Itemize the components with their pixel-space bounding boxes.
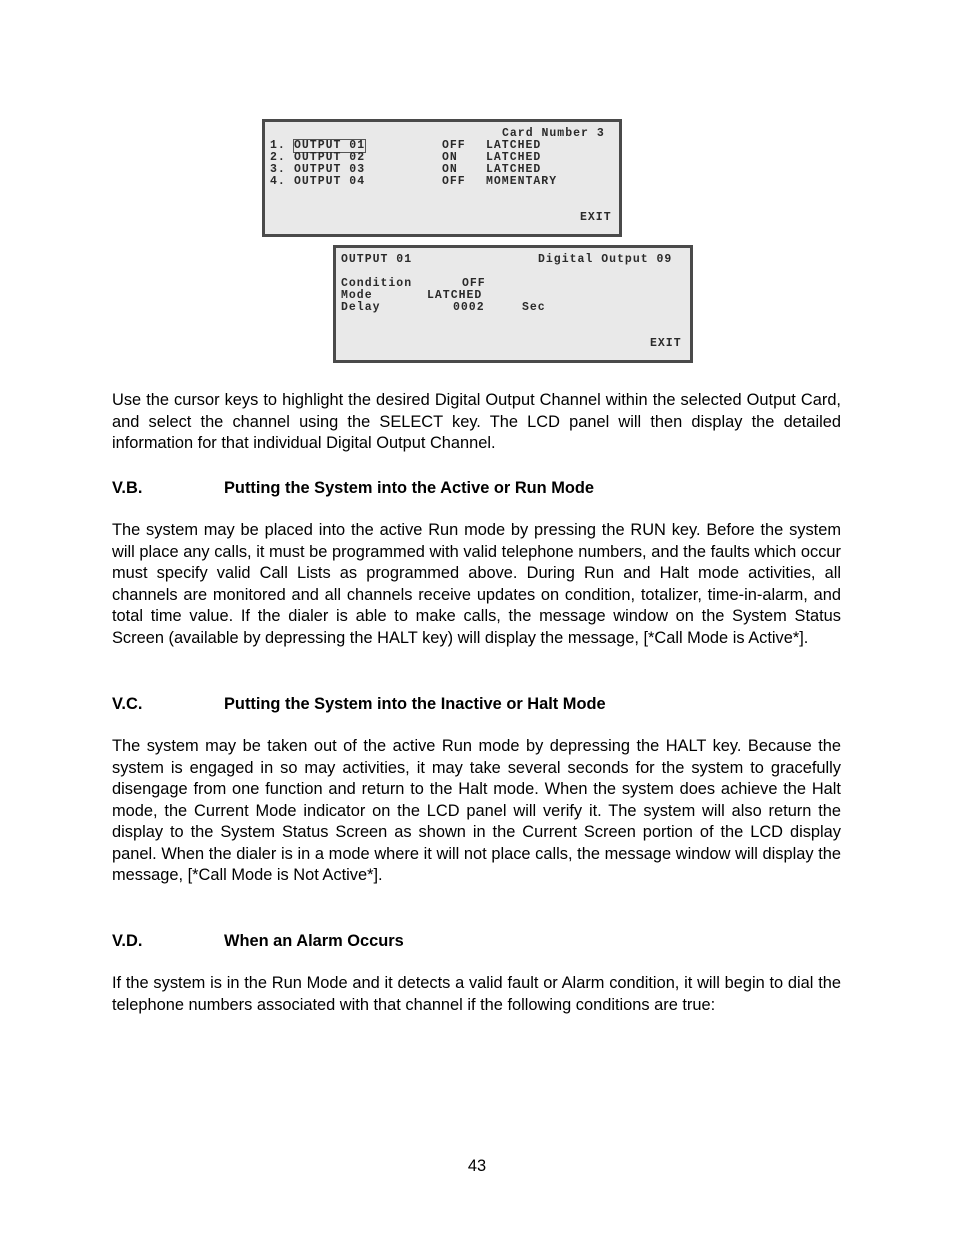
lcd-row-name[interactable]: OUTPUT 04 — [294, 175, 366, 188]
lcd-row-name[interactable]: OUTPUT 03 — [294, 163, 366, 176]
lcd-exit-label[interactable]: EXIT — [650, 337, 682, 350]
lcd-output-name: OUTPUT 01 — [341, 253, 413, 266]
section-heading — [112, 931, 404, 951]
section-number: V.B. — [112, 479, 143, 497]
lcd-row-num: 3. — [270, 163, 286, 176]
lcd-output-detail-screen — [333, 245, 693, 363]
lcd-row-num: 1. — [270, 139, 286, 152]
lcd-row-name[interactable]: OUTPUT 02 — [294, 151, 366, 164]
lcd-row-mode: LATCHED — [486, 151, 542, 164]
lcd-condition-label: Condition — [341, 277, 413, 290]
section-heading — [112, 694, 606, 714]
lcd-delay-label: Delay — [341, 301, 381, 314]
lcd-card-title: Card Number 3 — [502, 127, 605, 140]
lcd-exit-label[interactable]: EXIT — [580, 211, 612, 224]
section-paragraph: The system may be placed into the active Run mode by pressing the RUN key. Before the system will place any calls, it must be programmed with valid telephone numbers, and the faults which occur must specify valid Call Lists as programmed above. During Run and Halt mode activities, all channels are monitored and all channels receive updates on condition, totalizer, time-in-alarm, and total time value. If the dialer is able to make calls, the message window on the System Status Screen (available by depressing the HALT key) will display the message, [*Call Mode is Active*]. — [112, 521, 841, 647]
section-number: V.D. — [112, 932, 143, 950]
lcd-card-screen — [262, 119, 622, 237]
lcd-mode-label: Mode — [341, 289, 373, 302]
section-title: Putting the System into the Inactive or Halt Mode — [224, 695, 606, 713]
lcd-mode-value: LATCHED — [427, 289, 483, 302]
lcd-output-title: Digital Output 09 — [538, 253, 673, 266]
lcd-row-mode: LATCHED — [486, 139, 542, 152]
lcd-row-num: 4. — [270, 175, 286, 188]
lcd-delay-unit: Sec — [522, 301, 546, 314]
section-paragraph: If the system is in the Run Mode and it detects a valid fault or Alarm condition, it will begin to dial the telephone numbers associated with that channel if the following conditions are true: — [112, 974, 841, 1014]
lcd-row-state: OFF — [442, 175, 466, 188]
lcd-row-state: ON — [442, 151, 458, 164]
lcd-condition-value: OFF — [462, 277, 486, 290]
intro-paragraph: Use the cursor keys to highlight the desired Digital Output Channel within the selected Output Card, and select the channel using the SELECT key. The LCD panel will then display the detailed information for that individual Digital Output Channel. — [112, 391, 841, 452]
lcd-row-state: OFF — [442, 139, 466, 152]
lcd-row-num: 2. — [270, 151, 286, 164]
lcd-row-name-selected[interactable]: OUTPUT 01 — [294, 139, 366, 152]
lcd-row-mode: LATCHED — [486, 163, 542, 176]
lcd-row-mode: MOMENTARY — [486, 175, 558, 188]
section-title: When an Alarm Occurs — [224, 932, 404, 950]
lcd-row-state: ON — [442, 163, 458, 176]
section-heading — [112, 478, 594, 498]
section-paragraph: The system may be taken out of the active Run mode by depressing the HALT key. Because the system is engaged in so may activities, it may take several seconds for the system to gracefully disengage from one function and return to the Halt mode. When the system does achieve the Halt mode, the Current Mode indicator on the LCD panel will verify it. The system will also return the display to the System Status Screen as shown in the Current Screen portion of the LCD display panel. When the dialer is in a mode where it will not place calls, the message window will display the message, [*Call Mode is Not Active*]. — [112, 737, 841, 884]
section-title: Putting the System into the Active or Run Mode — [224, 479, 595, 497]
section-number: V.C. — [112, 695, 143, 713]
page-number: 43 — [467, 1157, 487, 1175]
lcd-delay-value: 0002 — [453, 301, 485, 314]
